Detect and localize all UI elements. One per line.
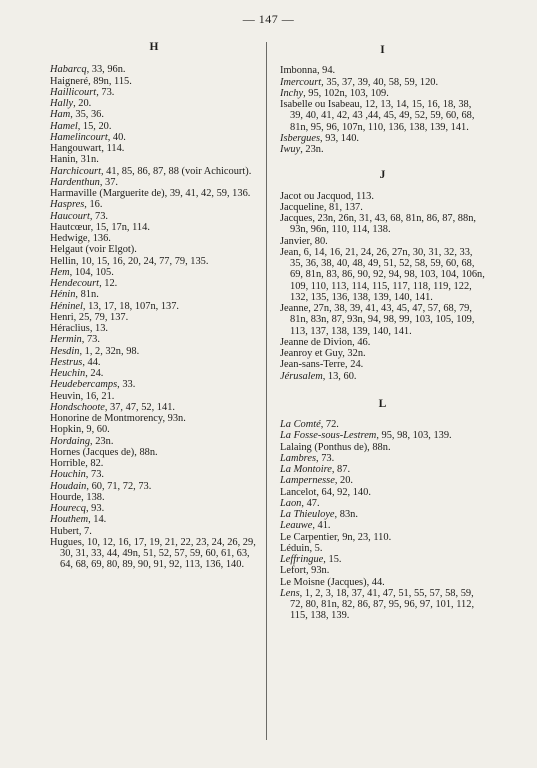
entry-name: Le Carpentier xyxy=(280,531,337,543)
index-entry xyxy=(50,526,258,537)
entry-name: Lens xyxy=(280,587,300,599)
entry-name: Jeanroy et Guy xyxy=(280,348,343,359)
entry-page-refs: , 15. xyxy=(323,554,342,565)
entry-name: Jacqueline xyxy=(280,201,324,213)
entry-page-refs: , 13, 60. xyxy=(322,370,357,382)
index-entry xyxy=(280,359,485,370)
entry-page-refs: , 9n, 23, 110. xyxy=(337,531,392,543)
entry-page-refs: , 73. xyxy=(316,452,335,464)
index-entry xyxy=(280,303,485,337)
entry-name: Haucourt xyxy=(50,210,90,222)
entry-name: La Thieuloye xyxy=(280,509,335,520)
index-entry xyxy=(50,391,258,402)
index-entry xyxy=(50,334,258,345)
entry-page-refs: , 31n. xyxy=(75,154,99,166)
entry-page-refs: , 89n, 115. xyxy=(88,75,132,87)
entry-name: Janvier xyxy=(280,235,310,247)
entry-page-refs: , 93n. xyxy=(162,413,186,424)
entry-name: Hondschoote xyxy=(50,401,105,413)
index-entry xyxy=(280,475,485,486)
index-entry xyxy=(280,453,485,464)
entry-page-refs: , 73. xyxy=(96,86,115,98)
entry-name: Imbonna xyxy=(280,65,317,77)
entry-name: Lalaing (Ponthus de) xyxy=(280,441,368,453)
entry-page-refs: , 24. xyxy=(85,368,104,379)
page-number: — 147 — xyxy=(242,12,295,26)
entry-page-refs: , 10, 12, 16, 17, 19, 21, 22, 23, 24, 26, 29, 30, 31, 33, 44, 49n, 51, 52, 57, 59, 60, 61, 63, 64, 68, 69, 80, 89, 90, 91, 92, 113, 136, 140. xyxy=(60,536,256,571)
index-entry xyxy=(50,188,258,199)
entry-page-refs: , 88n. xyxy=(367,441,391,453)
entry-page-refs: , 93, 140. xyxy=(320,132,359,144)
entry-page-refs: , 44. xyxy=(366,576,385,588)
index-entry xyxy=(50,537,258,571)
entry-name: Ham xyxy=(50,109,71,121)
index-entry xyxy=(50,503,258,514)
entry-page-refs: , 113. xyxy=(350,190,374,202)
section-letter-l: L xyxy=(378,397,387,410)
index-entry xyxy=(50,379,258,390)
entry-name: Héninel xyxy=(50,300,83,312)
entry-name: Hugues xyxy=(50,536,82,548)
index-entry xyxy=(280,99,485,133)
entry-name: Laon xyxy=(280,497,302,509)
entry-name: Héraclius xyxy=(50,323,90,334)
index-entry xyxy=(280,247,485,303)
index-entry xyxy=(50,301,258,312)
index-entry xyxy=(50,368,258,379)
entry-name: Le Moisne (Jacques) xyxy=(280,576,367,588)
index-section-i xyxy=(280,45,485,155)
entry-page-refs: , 12, 13, 14, 15, 16, 18, 38, 39, 40, 41, 42, 43 ,44, 45, 49, 52, 59, 60, 68, 81n, 95, 96, 107n, 110, 136, 138, 139, 141. xyxy=(290,99,475,133)
entry-name: Hubert xyxy=(50,525,79,537)
entry-page-refs: , 1, 2, 32n, 98. xyxy=(79,345,140,357)
index-entry xyxy=(280,236,485,247)
column-divider xyxy=(266,42,267,740)
entry-page-refs: , 1, 2, 3, 18, 37, 41, 47, 51, 55, 57, 58, 59, 72, 80, 81n, 82, 86, 87, 95, 96, 97, 101, 112, 115, 138, 139. xyxy=(290,587,475,622)
entry-name: Hamelincourt xyxy=(50,131,108,143)
entry-page-refs: , 16. xyxy=(84,199,103,211)
index-entry xyxy=(50,514,258,525)
entry-name: Léduin xyxy=(280,542,310,554)
entry-name: Hardenthun xyxy=(50,176,100,188)
index-entry xyxy=(50,177,258,188)
entry-list xyxy=(50,64,258,570)
entry-page-refs: , 12. xyxy=(99,278,118,289)
index-entry xyxy=(50,289,258,300)
entry-name: Jacot ou Jacquod xyxy=(280,190,351,202)
entry-name: Heuchin xyxy=(50,368,86,379)
entry-page-refs: , 73. xyxy=(81,334,100,346)
section-letter-j: J xyxy=(379,169,386,182)
entry-name: Haillicourt xyxy=(50,86,97,98)
entry-page-refs: , 35, 36. xyxy=(70,109,104,121)
index-entry xyxy=(50,76,258,87)
index-entry xyxy=(50,481,258,492)
index-entry xyxy=(50,132,258,143)
index-entry xyxy=(50,346,258,357)
entry-page-refs: , 33, 96n. xyxy=(86,64,126,76)
entry-list xyxy=(280,65,485,155)
index-entry xyxy=(280,554,485,565)
index-entry xyxy=(50,458,258,469)
entry-name: Leauwe xyxy=(280,520,313,532)
entry-name: Hénin xyxy=(50,289,76,301)
index-entry xyxy=(280,543,485,554)
entry-name: Hangouwart xyxy=(50,143,102,154)
entry-name: La Comté xyxy=(280,419,321,430)
index-entry xyxy=(280,532,485,543)
index-entry xyxy=(50,323,258,334)
entry-name: Jérusalem xyxy=(280,370,323,382)
entry-page-refs: , 93n. xyxy=(305,565,330,577)
index-entry xyxy=(50,267,258,278)
entry-page-refs: , 15, 17n, 114. xyxy=(90,221,150,233)
index-entry xyxy=(280,498,485,509)
index-entry xyxy=(50,402,258,413)
index-entry xyxy=(280,191,485,202)
entry-page-refs: , 138. xyxy=(81,491,105,503)
entry-page-refs: , 104, 105. xyxy=(69,266,114,278)
index-entry xyxy=(280,419,485,430)
entry-page-refs: , 33. xyxy=(117,379,136,391)
entry-page-refs: , 10, 15, 16, 20, 24, 77, 79, 135. xyxy=(75,255,209,267)
index-entry xyxy=(50,233,258,244)
entry-page-refs: , 7. xyxy=(78,525,92,537)
index-entry xyxy=(50,278,258,289)
index-entry xyxy=(280,65,485,76)
entry-name: Lambres xyxy=(280,452,316,464)
entry-page-refs: , 23n. xyxy=(300,144,324,155)
entry-page-refs: , 83n. xyxy=(334,509,358,520)
entry-page-refs: , 25, 79, 137. xyxy=(73,311,129,323)
index-entry xyxy=(280,337,485,348)
index-entry xyxy=(50,98,258,109)
index-entry xyxy=(280,509,485,520)
entry-name: Haspres xyxy=(50,199,85,211)
entry-name: Jacques xyxy=(280,213,313,224)
index-column-left xyxy=(50,42,258,571)
index-entry xyxy=(280,430,485,441)
entry-name: Hamel xyxy=(50,120,78,132)
entry-name: La Fosse-sous-Lestrem xyxy=(280,430,377,442)
entry-name: Leffringue xyxy=(280,554,324,565)
entry-name: Houthem xyxy=(50,514,89,526)
index-entry xyxy=(280,348,485,359)
entry-page-refs: , 13, 17, 18, 107n, 137. xyxy=(82,300,180,312)
entry-list xyxy=(280,191,485,382)
entry-page-refs: , 64, 92, 140. xyxy=(316,486,371,498)
entry-page-refs: , 13. xyxy=(89,323,108,334)
index-entry xyxy=(50,64,258,75)
entry-name: Heudebercamps xyxy=(50,379,118,391)
entry-name: Helgaut (voir Elgot). xyxy=(50,244,137,256)
index-entry xyxy=(50,87,258,98)
entry-name: Jeanne de Divion xyxy=(280,336,353,348)
entry-name: La Montoire xyxy=(280,464,332,475)
entry-name: Honorine de Montmorency xyxy=(50,413,163,424)
index-entry xyxy=(280,371,485,382)
entry-name: Imercourt xyxy=(280,76,322,88)
entry-name: Hanin xyxy=(50,154,76,166)
entry-name: Hestrus xyxy=(50,356,83,368)
entry-page-refs: , 23n, 26n, 31, 43, 68, 81n, 86, 87, 88n, 93n, 96n, 110, 114, 138. xyxy=(290,213,476,236)
index-entry xyxy=(280,565,485,576)
index-entry xyxy=(50,256,258,267)
index-entry xyxy=(280,202,485,213)
entry-page-refs: , 41, 85, 86, 87, 88 (voir Achicourt). xyxy=(100,165,252,177)
index-entry xyxy=(50,244,258,255)
index-entry xyxy=(280,88,485,99)
entry-page-refs: , 87. xyxy=(331,464,351,475)
entry-name: Hourde xyxy=(50,491,82,503)
entry-name: Harmaville (Marguerite de) xyxy=(50,188,165,199)
index-entry xyxy=(280,464,485,475)
entry-page-refs: , 80. xyxy=(309,235,328,247)
entry-page-refs: , 93. xyxy=(85,503,105,514)
index-entry xyxy=(280,487,485,498)
entry-page-refs: , 6, 14, 16, 21, 24, 26, 27n, 30, 31, 32, 33, 35, 36, 38, 40, 48, 49, 51, 52, 58, 59, 60, 68, 69, 81n, 83, 86, 90, 92, 94, 98, 103, 104, 106n, 109, 110, 113, 114, 115, 117, 118, 119, 122, 132, 135, 136, 138, 139, 140, 141. xyxy=(290,246,485,303)
entry-page-refs: , 20. xyxy=(334,475,354,487)
entry-page-refs: , 72. xyxy=(320,419,339,430)
index-entry xyxy=(280,77,485,88)
index-entry xyxy=(50,211,258,222)
entry-name: Harchicourt xyxy=(50,165,101,177)
entry-page-refs: , 47. xyxy=(301,497,320,509)
entry-page-refs: , 136. xyxy=(87,233,111,244)
entry-page-refs: , 20. xyxy=(73,98,92,109)
index-entry xyxy=(50,222,258,233)
entry-page-refs: , 40. xyxy=(107,131,126,143)
entry-name: Hornes (Jacques de) xyxy=(50,446,135,458)
entry-name: Houchin xyxy=(50,469,86,481)
index-entry xyxy=(50,199,258,210)
entry-page-refs: , 16, 21. xyxy=(80,390,115,402)
index-column-right xyxy=(280,42,485,622)
entry-page-refs: , 73. xyxy=(85,469,104,481)
entry-page-refs: , 37. xyxy=(99,176,119,188)
entry-page-refs: , 14. xyxy=(88,514,107,526)
entry-page-refs: , 81n. xyxy=(75,289,99,301)
entry-name: Heuvin xyxy=(50,390,81,402)
index-entry xyxy=(280,442,485,453)
section-letter-i: I xyxy=(380,44,385,56)
entry-name: Lefort xyxy=(280,565,306,577)
entry-name: Habarcq xyxy=(50,64,87,76)
entry-name: Iwuy xyxy=(280,144,301,155)
index-entry xyxy=(280,133,485,144)
index-entry xyxy=(280,144,485,155)
entry-page-refs: , 35, 37, 39, 40, 58, 59, 120. xyxy=(321,76,439,88)
entry-page-refs: , 5. xyxy=(309,542,323,554)
entry-page-refs: , 88n. xyxy=(134,446,158,458)
entry-page-refs: , 81, 137. xyxy=(323,201,363,213)
entry-name: Hem xyxy=(50,266,70,278)
entry-page-refs: , 95, 102n, 103, 109. xyxy=(303,87,389,99)
index-entry xyxy=(50,492,258,503)
index-entry xyxy=(50,469,258,480)
entry-page-refs: , 94. xyxy=(316,65,336,77)
entry-name: Horrible xyxy=(50,458,86,469)
index-entry xyxy=(50,166,258,177)
entry-page-refs: , 114. xyxy=(101,143,125,154)
section-letter-h: H xyxy=(149,41,159,53)
index-entry xyxy=(50,109,258,120)
index-entry xyxy=(50,413,258,424)
entry-page-refs: , 60, 71, 72, 73. xyxy=(86,480,152,492)
index-entry xyxy=(280,520,485,531)
entry-page-refs: , 95, 98, 103, 139. xyxy=(376,430,452,442)
entry-name: Jean-sans-Terre xyxy=(280,359,346,371)
entry-name: Haigneré xyxy=(50,75,89,87)
entry-name: Inchy xyxy=(280,87,304,99)
entry-name: Isabelle ou Isabeau xyxy=(280,99,360,110)
entry-page-refs: , 32n. xyxy=(342,348,366,359)
entry-name: Hopkin xyxy=(50,424,82,436)
index-entry xyxy=(50,143,258,154)
entry-name: Hedwige xyxy=(50,233,88,244)
entry-name: Jeanne xyxy=(280,303,309,314)
entry-name: Lampernesse xyxy=(280,475,335,487)
entry-page-refs: , 27n, 38, 39, 41, 43, 45, 47, 57, 68, 79, 81n, 83n, 87, 93n, 94, 98, 99, 103, 105, 109, 113, 137, 138, 139, 140, 141. xyxy=(290,303,475,337)
entry-name: Lancelot xyxy=(280,486,317,498)
index-entry xyxy=(50,154,258,165)
index-entry xyxy=(50,447,258,458)
entry-name: Hally xyxy=(50,98,74,109)
entry-name: Hendecourt xyxy=(50,278,100,289)
entry-name: Hautcœur xyxy=(50,221,91,233)
index-section-h xyxy=(50,42,258,571)
index-entry xyxy=(280,588,485,622)
entry-name: Houdain xyxy=(50,480,87,492)
index-section-l xyxy=(280,399,485,622)
entry-page-refs: , 23n. xyxy=(90,435,114,447)
index-entry xyxy=(50,424,258,435)
entry-page-refs: , 15, 20. xyxy=(77,120,112,132)
entry-page-refs: , 37, 47, 52, 141. xyxy=(104,401,175,413)
entry-page-refs: , 73. xyxy=(89,210,109,222)
index-entry xyxy=(50,436,258,447)
entry-name: Jean xyxy=(280,246,299,258)
entry-name: Hesdin xyxy=(50,345,80,357)
entry-list xyxy=(280,419,485,622)
index-entry xyxy=(50,121,258,132)
entry-page-refs: , 82. xyxy=(85,458,104,469)
entry-page-refs: , 9, 60. xyxy=(81,424,110,436)
entry-page-refs: , 24. xyxy=(345,359,364,371)
entry-page-refs: , 46. xyxy=(352,336,371,348)
index-entry xyxy=(280,213,485,236)
entry-name: Isbergues xyxy=(280,132,321,144)
entry-page-refs: , 44. xyxy=(82,356,101,368)
index-section-j xyxy=(280,170,485,382)
entry-name: Hourecq xyxy=(50,503,86,514)
entry-name: Hellin xyxy=(50,255,76,267)
entry-page-refs: , 41. xyxy=(312,520,331,532)
entry-name: Henri xyxy=(50,311,74,323)
index-entry xyxy=(50,357,258,368)
index-entry xyxy=(50,312,258,323)
index-entry xyxy=(280,577,485,588)
entry-page-refs: , 39, 41, 42, 59, 136. xyxy=(164,188,251,199)
entry-name: Hermin xyxy=(50,334,82,346)
entry-name: Hordaing xyxy=(50,435,91,447)
